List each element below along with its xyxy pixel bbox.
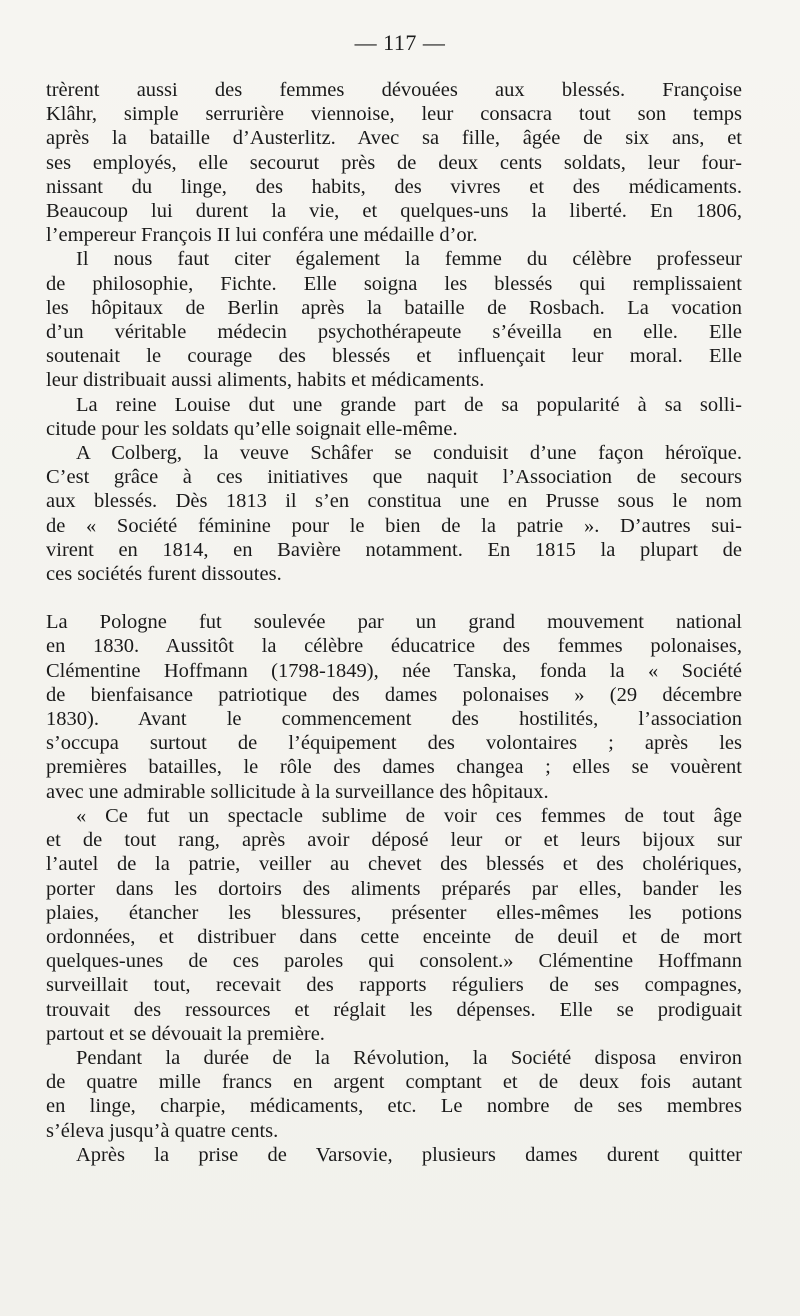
text-line: après la bataille d’Austerlitz. Avec sa fille, âgée de six ans, et <box>46 127 742 150</box>
paragraph <box>46 1143 742 1167</box>
text-line: premières batailles, le rôle des dames changea ; elles se vouèrent <box>46 756 742 779</box>
text-line: leur distribuait aussi aliments, habits et médicaments. <box>46 369 485 392</box>
text-line: ordonnées, et distribuer dans cette enceinte de deuil et de mort <box>46 925 742 948</box>
text-line: de « Société féminine pour le bien de la patrie ». D’autres sui- <box>46 514 742 537</box>
text-line: en 1830. Aussitôt la célèbre éducatrice des femmes polonaises, <box>46 635 742 658</box>
paragraph <box>46 610 742 804</box>
body-text <box>46 78 742 1167</box>
page-number: — 117 — <box>354 30 446 55</box>
text-line: Klâhr, simple serrurière viennoise, leur consacra tout son temps <box>46 103 742 126</box>
text-line: ces sociétés furent dissoutes. <box>46 563 282 586</box>
text-line: l’autel de la patrie, veiller au chevet des blessés et des cholériques, <box>46 853 742 876</box>
text-line: ses employés, elle secourut près de deux cents soldats, leur four- <box>46 151 742 174</box>
text-line: de quatre mille francs en argent comptant et de deux fois autant <box>46 1071 742 1094</box>
text-line: partout et se dévouait la première. <box>46 1022 325 1045</box>
paragraph <box>46 393 742 441</box>
paragraph <box>46 78 742 247</box>
text-line: soutenait le courage des blessés et influençait leur moral. Elle <box>46 345 742 368</box>
text-line: de bienfaisance patriotique des dames polonaises » (29 décembre <box>46 683 742 706</box>
text-line: citude pour les soldats qu’elle soignait elle-même. <box>46 417 458 440</box>
paragraph <box>46 441 742 586</box>
text-line: Après la prise de Varsovie, plusieurs dames durent quitter <box>76 1143 742 1166</box>
text-line: l’empereur François II lui conféra une médaille d’or. <box>46 224 478 247</box>
text-line: 1830). Avant le commencement des hostilités, l’association <box>46 708 742 731</box>
text-line: de philosophie, Fichte. Elle soigna les blessés qui remplissaient <box>46 272 742 295</box>
text-line: quelques-unes de ces paroles qui consolent.» Clémentine Hoffmann <box>46 950 742 973</box>
text-line: surveillait tout, recevait des rapports réguliers de ses compagnes, <box>46 974 742 997</box>
text-line: A Colberg, la veuve Schâfer se conduisit d’une façon héroïque. <box>76 442 742 465</box>
paragraph <box>46 804 742 1046</box>
text-line: en linge, charpie, médicaments, etc. Le nombre de ses membres <box>46 1095 742 1118</box>
text-line: d’un véritable médecin psychothérapeute s’éveilla en elle. Elle <box>46 321 742 344</box>
text-line: La Pologne fut soulevée par un grand mouvement national <box>46 611 742 634</box>
text-line: nissant du linge, des habits, des vivres et des médicaments. <box>46 175 742 198</box>
text-line: trèrent aussi des femmes dévouées aux blessés. Françoise <box>46 79 742 101</box>
text-line: avec une admirable sollicitude à la surveillance des hôpitaux. <box>46 780 549 803</box>
section-break <box>46 586 742 610</box>
text-line: et de tout rang, après avoir déposé leur or et leurs bijoux sur <box>46 829 742 852</box>
paragraph <box>46 247 742 392</box>
text-line: s’occupa surtout de l’équipement des volontaires ; après les <box>46 732 742 755</box>
text-line: Il nous faut citer également la femme du célèbre professeur <box>76 248 742 271</box>
text-line: virent en 1814, en Bavière notamment. En 1815 la plupart de <box>46 538 742 561</box>
text-line: s’éleva jusqu’à quatre cents. <box>46 1119 279 1142</box>
text-line: aux blessés. Dès 1813 il s’en constitua une en Prusse sous le nom <box>46 490 742 513</box>
text-line: C’est grâce à ces initiatives que naquit l’Association de secours <box>46 466 742 489</box>
text-line: Beaucoup lui durent la vie, et quelques-uns la liberté. En 1806, <box>46 200 742 223</box>
text-line: « Ce fut un spectacle sublime de voir ces femmes de tout âge <box>76 804 742 827</box>
paragraph <box>46 1046 742 1143</box>
text-line: Pendant la durée de la Révolution, la Société disposa environ <box>76 1046 742 1069</box>
text-line: plaies, étancher les blessures, présenter elles-mêmes les potions <box>46 901 742 924</box>
text-line: La reine Louise dut une grande part de sa popularité à sa solli- <box>76 393 742 416</box>
text-line: Clémentine Hoffmann (1798-1849), née Tanska, fonda la « Société <box>46 659 742 682</box>
text-line: les hôpitaux de Berlin après la bataille de Rosbach. La vocation <box>46 296 742 319</box>
text-line: porter dans les dortoirs des aliments préparés par elles, bander les <box>46 877 742 900</box>
text-line: trouvait des ressources et réglait les dépenses. Elle se prodiguait <box>46 998 742 1021</box>
